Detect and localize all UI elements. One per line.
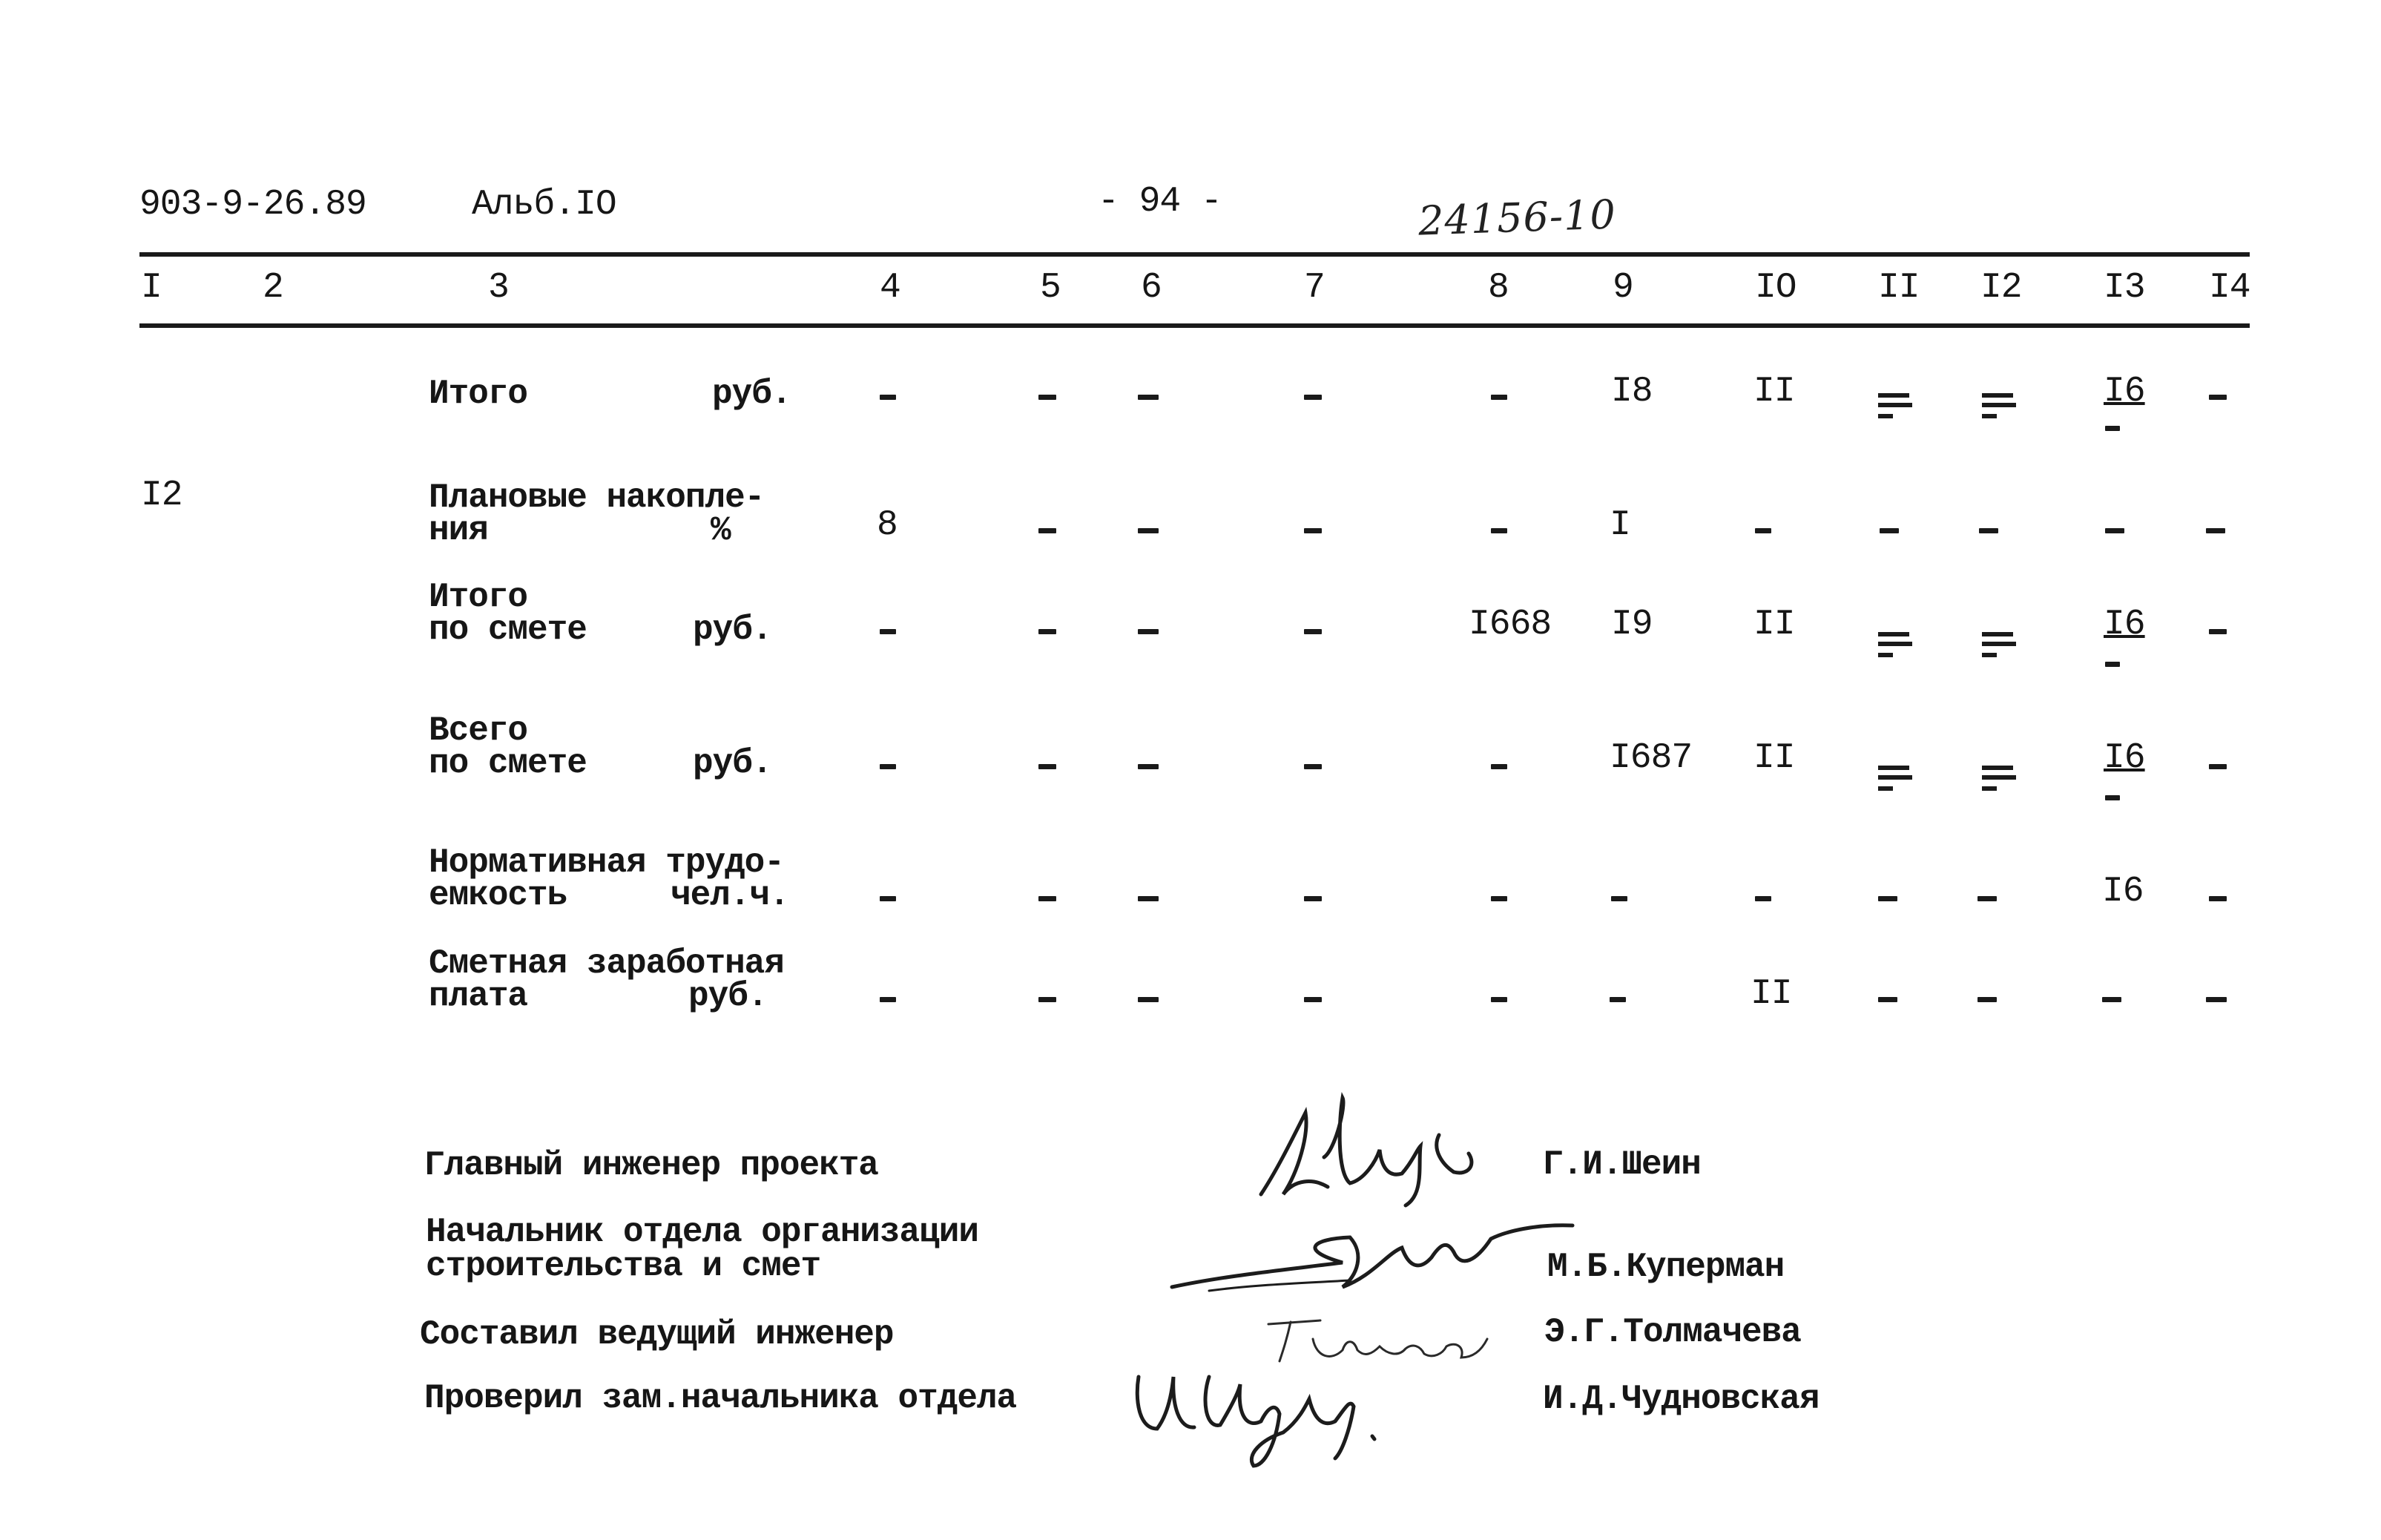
row-unit: % [711, 511, 731, 550]
album-number: Альб.IO [472, 185, 616, 225]
handwritten-signature-department-head [1165, 1217, 1580, 1298]
dash-cell [1878, 896, 1897, 901]
cell-col10: II [1753, 605, 1795, 645]
dash-cell [1304, 997, 1322, 1002]
row-unit: руб. [688, 977, 768, 1016]
column-header-13: I3 [2104, 268, 2145, 308]
dash-cell [1880, 528, 1899, 533]
dash-cell [2105, 426, 2120, 431]
signatory-role-department-head-cont: строительства и смет [426, 1247, 821, 1286]
double-dash-cell [1979, 393, 2016, 423]
dash-cell [1977, 896, 1997, 901]
dash-cell [1755, 528, 1771, 533]
row-label-labor-intensity-cont: емкость [429, 876, 567, 915]
dash-cell [1138, 764, 1159, 769]
row-label-planned-savings-cont: ния [429, 511, 488, 550]
dash-cell [2209, 629, 2227, 634]
dash-cell [1038, 395, 1056, 400]
row-number: I2 [141, 476, 182, 516]
dash-cell [1878, 997, 1897, 1002]
handwritten-document-code: 24156-10 [1417, 191, 1617, 245]
dash-cell [1038, 997, 1056, 1002]
row-unit: руб. [712, 375, 791, 413]
dash-cell [2105, 662, 2120, 667]
row-label-grand-total-cont: по смете [429, 744, 587, 783]
signatory-role-checked-by: Проверил зам.начальника отдела [424, 1379, 1017, 1418]
signatory-role-compiled-by: Составил ведущий инженер [420, 1315, 894, 1354]
dash-cell [2209, 896, 2227, 901]
dash-cell [1304, 629, 1322, 634]
row-label-total: Итого [429, 375, 528, 413]
column-header-1: I [141, 268, 162, 308]
dash-cell [1038, 896, 1056, 901]
top-rule [139, 252, 2250, 257]
dash-cell [2206, 528, 2225, 533]
cell-col13: I6 [2104, 372, 2145, 412]
column-header-12: I2 [1980, 268, 2022, 308]
dash-cell [1138, 395, 1159, 400]
column-header-9: 9 [1613, 268, 1633, 308]
column-header-8: 8 [1488, 268, 1509, 308]
cell-col9: I687 [1610, 738, 1693, 778]
signatory-name-checked-by: И.Д.Чудновская [1543, 1380, 1819, 1418]
dash-cell [1038, 528, 1056, 533]
dash-cell [1610, 997, 1626, 1002]
dash-cell [2102, 997, 2121, 1002]
dash-cell [1491, 997, 1507, 1002]
dash-cell [1491, 528, 1507, 533]
double-dash-cell [1979, 632, 2016, 662]
dash-cell [880, 997, 896, 1002]
dash-cell [1304, 896, 1322, 901]
column-header-rule [139, 323, 2250, 328]
dash-cell [1611, 896, 1627, 901]
cell-col10: II [1753, 372, 1795, 412]
double-dash-cell [1875, 766, 1912, 795]
row-label-estimated-wages-cont: плата [429, 977, 528, 1016]
document-code: 903-9-26.89 [139, 185, 366, 225]
dash-cell [1491, 896, 1507, 901]
row-label-estimated-wages: Сметная заработная [429, 944, 784, 983]
signatory-name-department-head: М.Б.Куперман [1547, 1248, 1785, 1286]
dash-cell [2206, 997, 2227, 1002]
page-number: - 94 - [1098, 182, 1222, 222]
signatory-name-chief-engineer: Г.И.Шеин [1543, 1145, 1701, 1184]
row-label-planned-savings: Плановые накопле- [429, 478, 765, 517]
dash-cell [1755, 896, 1771, 901]
dash-cell [1038, 629, 1056, 634]
row-label-labor-intensity: Нормативная трудо- [429, 843, 784, 882]
double-dash-cell [1979, 766, 2016, 795]
dash-cell [1979, 528, 1998, 533]
dash-cell [1138, 629, 1159, 634]
dash-cell [1304, 395, 1322, 400]
dash-cell [1138, 896, 1159, 901]
column-header-5: 5 [1040, 268, 1061, 308]
cell-col10: II [1751, 974, 1792, 1014]
cell-col4: 8 [877, 505, 898, 545]
row-unit: чел.ч. [671, 876, 789, 915]
column-header-11: II [1878, 268, 1920, 308]
column-header-3: 3 [488, 268, 509, 308]
dash-cell [1138, 997, 1159, 1002]
cell-col13: I6 [2102, 872, 2144, 912]
column-header-2: 2 [263, 268, 283, 308]
dash-cell [1491, 764, 1507, 769]
column-header-6: 6 [1141, 268, 1162, 308]
dash-cell [1977, 997, 1997, 1002]
row-label-grand-total: Всего [429, 711, 528, 750]
row-label-total-estimate: Итого [429, 578, 528, 616]
dash-cell [880, 764, 896, 769]
row-label-total-estimate-cont: по смете [429, 611, 587, 649]
signatory-role-chief-engineer: Главный инженер проекта [424, 1146, 878, 1185]
cell-col13: I6 [2104, 738, 2145, 778]
column-header-7: 7 [1304, 268, 1325, 308]
dash-cell [2209, 764, 2227, 769]
dash-cell [1491, 395, 1507, 400]
column-header-14: I4 [2209, 268, 2250, 308]
cell-col8: I668 [1469, 605, 1552, 645]
handwritten-signature-checked-by [1127, 1362, 1394, 1473]
row-unit: руб. [693, 744, 772, 783]
signatory-role-department-head: Начальник отдела организации [426, 1213, 978, 1251]
dash-cell [2105, 528, 2124, 533]
dash-cell [880, 896, 896, 901]
dash-cell [2209, 395, 2227, 400]
dash-cell [2105, 795, 2120, 800]
dash-cell [1138, 528, 1159, 533]
handwritten-signature-chief-engineer [1254, 1090, 1506, 1209]
cell-col9: I [1610, 505, 1630, 545]
column-header-10: IO [1755, 268, 1797, 308]
cell-col13: I6 [2104, 605, 2145, 645]
cell-col10: II [1753, 738, 1795, 778]
dash-cell [880, 629, 896, 634]
double-dash-cell [1875, 393, 1912, 423]
row-unit: руб. [693, 611, 772, 649]
double-dash-cell [1875, 632, 1912, 662]
column-header-4: 4 [880, 268, 900, 308]
dash-cell [880, 395, 896, 400]
dash-cell [1304, 528, 1322, 533]
signatory-name-compiled-by: Э.Г.Толмачева [1544, 1313, 1801, 1352]
cell-col9: I9 [1611, 605, 1653, 645]
dash-cell [1038, 764, 1056, 769]
cell-col9: I8 [1611, 372, 1653, 412]
dash-cell [1304, 764, 1322, 769]
